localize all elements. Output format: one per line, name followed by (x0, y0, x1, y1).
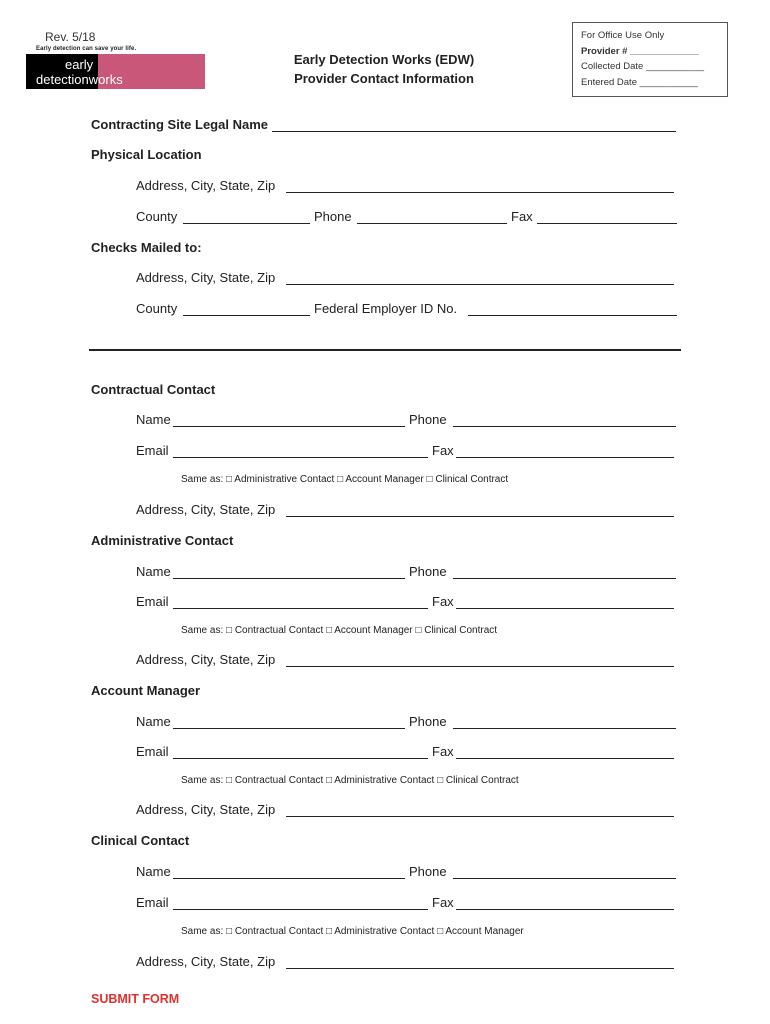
clinical-contact-heading: Clinical Contact (91, 833, 190, 848)
mailing-address-field[interactable] (286, 284, 674, 285)
office-provider-number: Provider # _____________ (581, 45, 699, 57)
form-title-line1: Early Detection Works (EDW) (293, 52, 475, 67)
account-manager-phone-label: Phone (409, 714, 447, 729)
physical-address-label: Address, City, State, Zip (136, 178, 276, 193)
administrative-fax-field[interactable] (456, 608, 674, 609)
form-title-line2: Provider Contact Information (294, 71, 474, 86)
contractual-fax-label: Fax (432, 443, 454, 458)
administrative-email-label: Email (136, 594, 169, 609)
administrative-contact-heading: Administrative Contact (91, 533, 234, 548)
contractual-contact-heading: Contractual Contact (91, 382, 216, 397)
administrative-name-label: Name (136, 564, 171, 579)
contractual-fax-field[interactable] (456, 457, 674, 458)
revision-label: Rev. 5/18 (45, 30, 96, 44)
logo-word-early: early (65, 57, 94, 72)
account-manager-name-label: Name (136, 714, 171, 729)
administrative-address-field[interactable] (286, 666, 674, 667)
contractual-address-field[interactable] (286, 516, 674, 517)
physical-location-heading: Physical Location (91, 147, 202, 162)
county-label: County (136, 209, 178, 224)
administrative-address-label: Address, City, State, Zip (136, 652, 276, 667)
clinical-email-label: Email (136, 895, 169, 910)
legal-name-field[interactable] (272, 131, 676, 132)
fax-field[interactable] (537, 223, 677, 224)
account-manager-fax-field[interactable] (456, 758, 674, 759)
section-divider (89, 349, 681, 351)
clinical-address-label: Address, City, State, Zip (136, 954, 276, 969)
mailing-county-field[interactable] (183, 315, 310, 316)
account-manager-phone-field[interactable] (453, 728, 676, 729)
administrative-email-field[interactable] (173, 608, 428, 609)
phone-label: Phone (314, 209, 352, 224)
phone-field[interactable] (357, 223, 507, 224)
account-manager-heading: Account Manager (91, 683, 201, 698)
contractual-name-label: Name (136, 412, 171, 427)
edw-logo (26, 54, 205, 89)
logo-tagline: Early detection can save your life. (36, 46, 137, 52)
contractual-name-field[interactable] (173, 426, 405, 427)
contractual-address-label: Address, City, State, Zip (136, 502, 276, 517)
clinical-email-field[interactable] (173, 909, 428, 910)
administrative-phone-label: Phone (409, 564, 447, 579)
administrative-phone-field[interactable] (453, 578, 676, 579)
clinical-phone-field[interactable] (453, 878, 676, 879)
logo-line-two (36, 73, 123, 87)
office-heading: For Office Use Only (581, 30, 665, 41)
account-manager-email-field[interactable] (173, 758, 428, 759)
clinical-fax-field[interactable] (456, 909, 674, 910)
logo-word-works: works (88, 72, 123, 87)
contractual-phone-field[interactable] (453, 426, 676, 427)
office-entered-date: Entered Date ___________ (581, 76, 698, 88)
administrative-fax-label: Fax (432, 594, 454, 609)
office-collected-date: Collected Date ___________ (581, 61, 705, 72)
logo-word-detection: detection (36, 72, 89, 87)
submit-form-button[interactable]: SUBMIT FORM (91, 992, 180, 1006)
fein-label: Federal Employer ID No. (314, 301, 458, 316)
contractual-email-label: Email (136, 443, 169, 458)
legal-name-label: Contracting Site Legal Name (91, 117, 268, 132)
office-use-box (572, 22, 728, 97)
clinical-name-label: Name (136, 864, 171, 879)
account-manager-name-field[interactable] (173, 728, 405, 729)
administrative-same-as-options[interactable]: Same as: □ Contractual Contact □ Account Manager □ Clinical Contract (181, 625, 498, 636)
account-manager-address-field[interactable] (286, 816, 674, 817)
administrative-name-field[interactable] (173, 578, 405, 579)
form-title (268, 50, 500, 88)
clinical-same-as-options[interactable]: Same as: □ Contractual Contact □ Administrative Contact □ Account Manager (181, 926, 524, 937)
mailing-county-label: County (136, 301, 178, 316)
account-manager-address-label: Address, City, State, Zip (136, 802, 276, 817)
checks-mailed-heading: Checks Mailed to: (91, 240, 202, 255)
account-manager-fax-label: Fax (432, 744, 454, 759)
clinical-phone-label: Phone (409, 864, 447, 879)
clinical-fax-label: Fax (432, 895, 454, 910)
fax-label: Fax (511, 209, 533, 224)
contractual-email-field[interactable] (173, 457, 428, 458)
county-field[interactable] (183, 223, 310, 224)
fein-field[interactable] (468, 315, 677, 316)
account-manager-email-label: Email (136, 744, 169, 759)
clinical-name-field[interactable] (173, 878, 405, 879)
account-manager-same-as-options[interactable]: Same as: □ Contractual Contact □ Administrative Contact □ Clinical Contract (181, 775, 519, 786)
contractual-same-as-options[interactable]: Same as: □ Administrative Contact □ Account Manager □ Clinical Contract (181, 474, 509, 485)
contractual-phone-label: Phone (409, 412, 447, 427)
clinical-address-field[interactable] (286, 968, 674, 969)
physical-address-field[interactable] (286, 192, 674, 193)
mailing-address-label: Address, City, State, Zip (136, 270, 276, 285)
